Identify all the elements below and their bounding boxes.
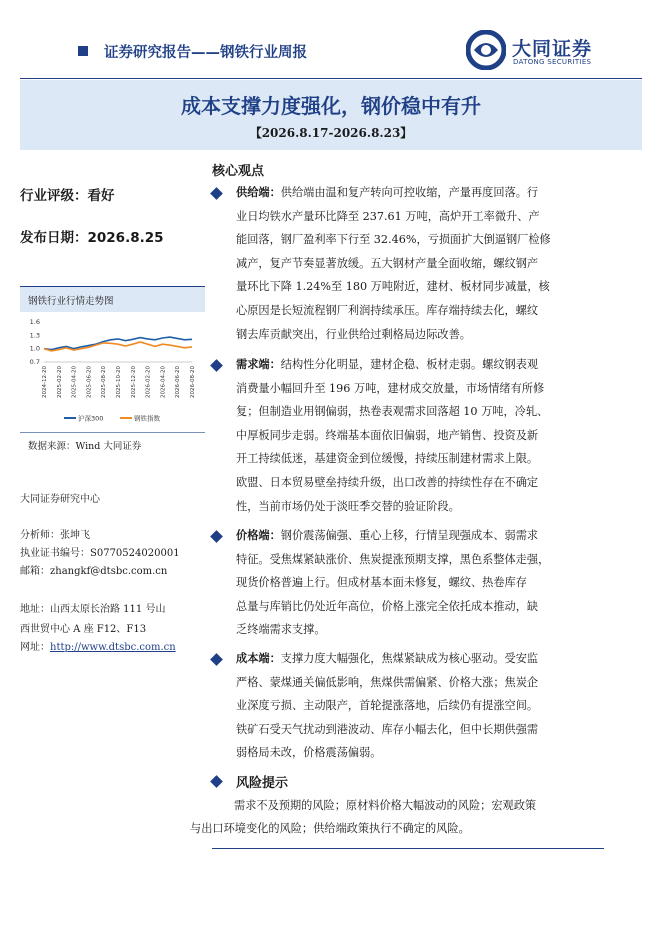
chart-title: 钢铁行业行情走势图: [28, 296, 114, 307]
chart-source: 数据来源：Wind 大同证券: [28, 441, 142, 452]
website-row: [20, 638, 176, 653]
diamond-bullet-icon: [210, 653, 223, 666]
chart-bottom-rule: [20, 432, 205, 433]
legend-label: 沪深300: [78, 414, 104, 423]
report-header: [0, 0, 662, 80]
legend-label: 钢铁指数: [134, 414, 160, 423]
publish-date: 发布日期：2026.8.25: [20, 230, 164, 246]
diamond-bullet-icon: [210, 530, 223, 543]
diamond-bullet-icon: [210, 359, 223, 372]
bullet-price-text: 价格端：钢价震荡偏强、重心上移，行情呈现强成本、弱需求 特征。受焦煤紧缺涨价、焦炭提涨预期支撑，黑色系整体走强， 现货价格普遍上行。但成材基本面未修复，螺纹、热卷库存 总量与库销比仍处近年高位，价格上涨完全依托成本推动，缺 乏终端需求支撑。: [236, 528, 550, 637]
x-tick-label: 2025-06-20: [86, 366, 93, 398]
diamond-bullet-icon: [210, 775, 223, 788]
report-type: 证券研究报告——钢铁行业周报: [104, 45, 307, 61]
logo-subtitle: DATONG SECURITIES: [513, 58, 592, 66]
bullet-label: 成本端：: [236, 651, 281, 665]
address-line-2: 西世贸中心 A 座 F12、F13: [20, 624, 147, 635]
x-tick-label: 2025-02-20: [56, 366, 63, 398]
x-tick-label: 2025-04-20: [71, 366, 78, 398]
address-line-1: 地址：山西太原长治路 111 号山: [20, 604, 166, 615]
analyst-name: 分析师：张坤飞: [20, 530, 90, 541]
bullet-label: 供给端：: [236, 185, 281, 199]
website-link[interactable]: http://www.dtsbc.com.cn: [50, 642, 176, 653]
industry-rating: 行业评级：看好: [20, 188, 115, 204]
x-tick-label: 2024-12-20: [42, 366, 48, 398]
chart-title-bar: [20, 286, 205, 312]
y-tick-label: 1.0: [29, 344, 40, 353]
x-tick-label: 2025-12-20: [130, 366, 137, 398]
bullet-cost-text: 成本端：支撑力度大幅强化，焦煤紧缺成为核心驱动。受安监 严格、蒙煤通关偏低影响，焦煤供需偏紧、价格大涨；焦炭企 业深度亏损、主动限产，首轮提涨落地，后续仍有提涨空间。 铁矿石受天气扰动到港波动、库存小幅去化，但中长期供强需 弱格局未改，价格震荡偏弱。: [236, 651, 539, 760]
risk-title: 风险提示: [236, 776, 289, 791]
company-logo: [466, 30, 616, 70]
email: 邮箱：zhangkf@dtsbc.com.cn: [20, 566, 168, 577]
y-tick-label: 1.3: [29, 331, 40, 340]
risk-text: 需求不及预期的风险；原材料价格大幅波动的风险；宏观政策 与出口环境变化的风险；供给端政策执行不确定的风险。: [190, 799, 537, 835]
diamond-bullet-icon: [210, 187, 223, 200]
trend-chart-svg: [20, 314, 205, 430]
title-band: [20, 80, 642, 150]
bullet-supply-text: 供给端：供给端由温和复产转向可控收缩，产量再度回落。行 业日均铁水产量环比降至 237.61 万吨，高炉开工率微升、产 能回落，钢厂盈利率下行至 32.46%，亏损面扩大倒逼钢厂检修 减产，复产节奏显著放缓。五大钢材产量全面收缩，螺纹钢产 量环比下降 1.24%至 180 万吨附近，建材、板材同步减量，核 心原因是长短流程钢厂利润持续承压。库存端持续去化，螺纹 钢去库贡献突出，行业供给过剩格局边际改善。: [236, 185, 551, 341]
y-tick-label: 1.6: [29, 318, 40, 326]
header-divider: [20, 78, 642, 79]
logo-name: 大同证券: [512, 38, 593, 60]
datong-logo-icon: [466, 30, 506, 70]
bullet-label: 需求端：: [236, 357, 281, 371]
header-square-icon: [78, 46, 88, 56]
cert-number: 执业证书编号：S0770524020001: [20, 548, 180, 559]
x-tick-label: 2026-08-20: [190, 366, 196, 398]
x-tick-label: 2026-04-20: [160, 366, 167, 398]
bullet-demand-text: 需求端：结构性分化明显，建材企稳、板材走弱。螺纹钢表观 消费量小幅回升至 196 万吨，建材成交放量，市场情绪有所修 复；但制造业用钢偏弱，热卷表观需求回落超 10 万吨，冷轧、 中厚板同步走弱。终端基本面依旧偏弱，地产销售、投资及新 开工持续低迷，基建资金到位缓慢，持续压制建材需求上限。 欧盟、日本贸易壁垒持续升级，出口改善的持续性存在不确定 性，当前市场仍处于淡旺季交替的验证阶段。: [236, 357, 549, 513]
market-trend-chart: [20, 286, 205, 456]
x-tick-label: 2026-06-20: [175, 366, 182, 398]
y-tick-label: 0.7: [29, 358, 40, 366]
date-range: 【2026.8.17-2026.8.23】: [249, 126, 413, 140]
bullet-label: 价格端：: [236, 528, 281, 542]
content-bottom-rule: [212, 848, 604, 849]
core-views-title: 核心观点: [212, 164, 265, 179]
website-label: 网址：: [20, 642, 50, 653]
research-center: 大同证券研究中心: [20, 494, 100, 505]
page-title: 成本支撑力度强化，钢价稳中有升: [181, 94, 481, 118]
x-tick-label: 2025-10-20: [116, 366, 122, 398]
x-tick-label: 2026-02-20: [145, 366, 152, 398]
x-tick-label: 2025-08-20: [101, 366, 108, 398]
